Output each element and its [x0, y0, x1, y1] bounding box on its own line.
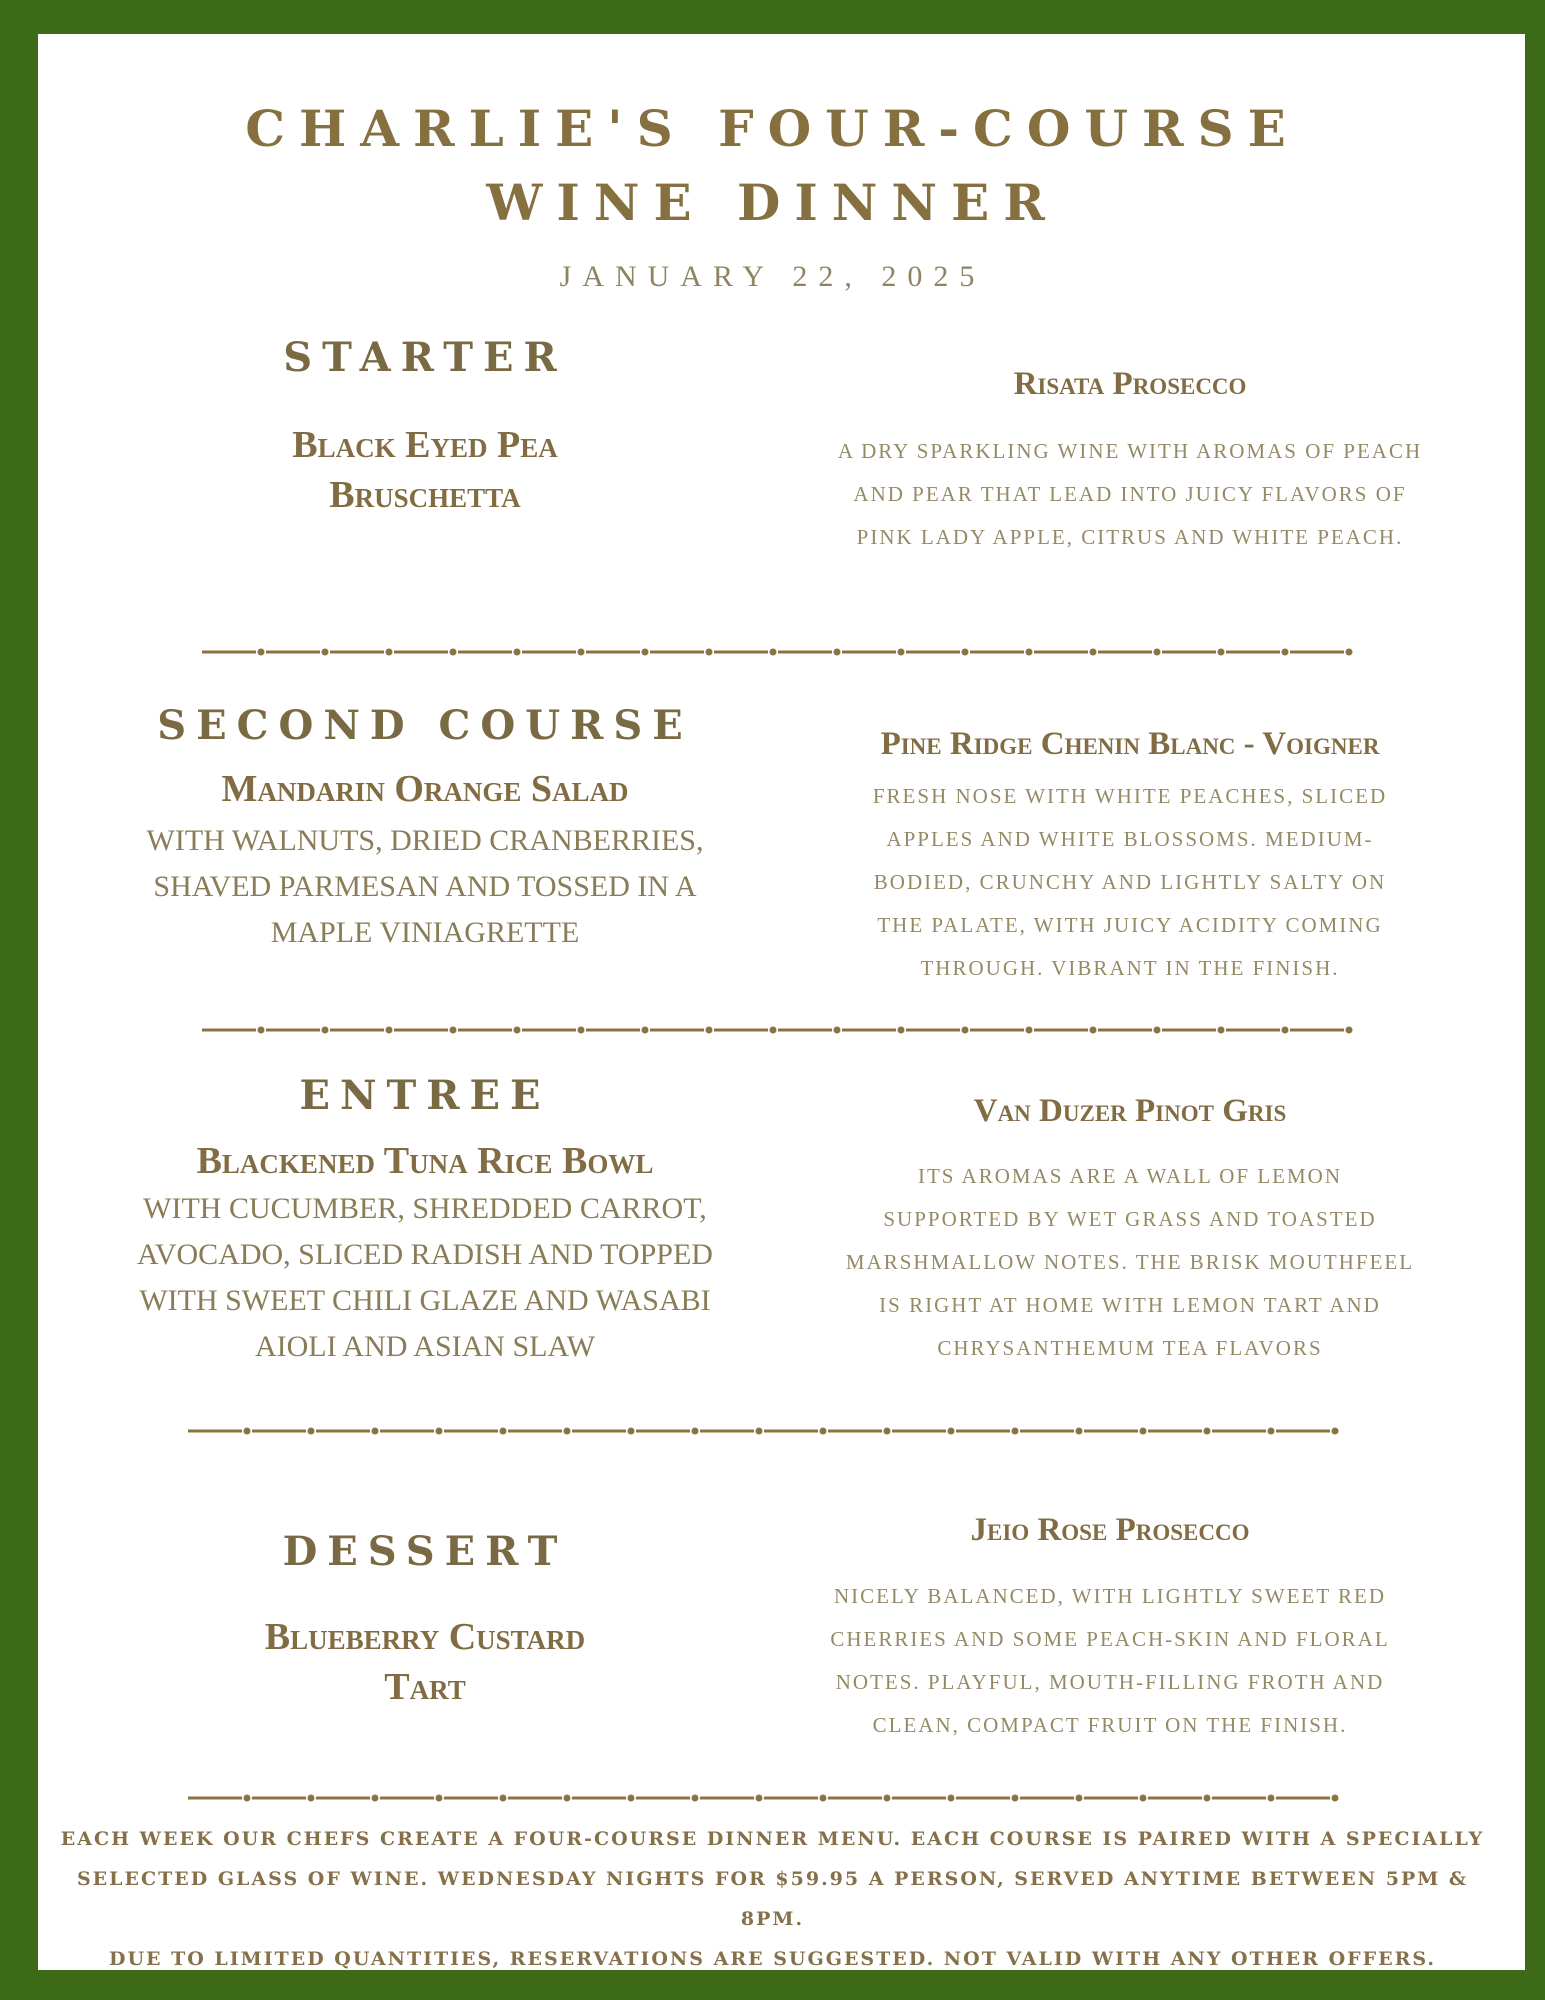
divider-dot	[962, 649, 969, 656]
entree-dish-desc	[100, 1186, 750, 1370]
divider-dot	[386, 649, 393, 656]
wine-desc-line: A DRY SPARKLING WINE WITH AROMAS OF PEACH	[837, 439, 1423, 463]
divider-dot	[500, 1795, 507, 1802]
divider-dot	[628, 1795, 635, 1802]
second-course-dish-desc	[100, 818, 750, 956]
divider-dot	[1140, 1795, 1147, 1802]
dessert-dish-line-2: Tart	[384, 1666, 466, 1708]
divider-dot	[514, 1027, 521, 1034]
divider-dot	[578, 1027, 585, 1034]
section-divider	[202, 645, 1398, 659]
divider-dot	[706, 649, 713, 656]
second-course-wine-name: Pine Ridge Chenin Blanc - Voigner	[880, 726, 1380, 762]
divider-dot	[834, 1027, 841, 1034]
divider-dot	[884, 1428, 891, 1435]
wine-desc-line: CHERRIES AND SOME PEACH-SKIN AND FLORAL	[830, 1627, 1390, 1651]
wine-desc-line: SUPPORTED BY WET GRASS AND TOASTED	[883, 1207, 1377, 1231]
dish-desc-line: WITH SWEET CHILI GLAZE AND WASABI	[139, 1284, 711, 1317]
second-course-dish: Mandarin Orange Salad	[221, 768, 629, 810]
dish-desc-line: WITH CUCUMBER, SHREDDED CARROT,	[143, 1192, 707, 1225]
divider-dot	[962, 1027, 969, 1034]
second-course-wine-desc	[790, 775, 1470, 990]
wine-desc-line: PINK LADY APPLE, CITRUS AND WHITE PEACH.	[856, 525, 1404, 549]
divider-ornament	[188, 1424, 1358, 1438]
title-line-1: CHARLIE'S FOUR-COURSE	[245, 99, 1300, 158]
wine-desc-line: FRESH NOSE WITH WHITE PEACHES, SLICED	[872, 784, 1388, 808]
divider-dot	[706, 1027, 713, 1034]
divider-dot	[770, 1027, 777, 1034]
divider-dot	[386, 1027, 393, 1034]
dessert-dish-line-1: Blueberry Custard	[264, 1616, 586, 1658]
footer-line: DUE TO LIMITED QUANTITIES, RESERVATIONS ARE SUGGESTED. NOT VALID WITH ANY OTHER OFFERS.	[108, 1948, 1437, 1970]
divider-dot	[244, 1795, 251, 1802]
wine-desc-line: THE PALATE, WITH JUICY ACIDITY COMING	[877, 913, 1383, 937]
divider-dot	[692, 1428, 699, 1435]
divider-dot	[1204, 1795, 1211, 1802]
wine-desc-line: NOTES. PLAYFUL, MOUTH-FILLING FROTH AND	[835, 1670, 1385, 1694]
divider-dot	[1282, 1027, 1289, 1034]
divider-dot	[500, 1428, 507, 1435]
dessert-wine-desc	[770, 1575, 1450, 1747]
divider-dot	[322, 1027, 329, 1034]
entree-heading: ENTREE	[299, 1072, 551, 1119]
wine-desc-line: AND PEAR THAT LEAD INTO JUICY FLAVORS OF	[853, 482, 1407, 506]
divider-dot	[258, 649, 265, 656]
divider-dot	[450, 649, 457, 656]
dish-desc-line: AVOCADO, SLICED RADISH AND TOPPED	[137, 1238, 713, 1271]
wine-desc-line: CHRYSANTHEMUM TEA FLAVORS	[937, 1336, 1323, 1360]
section-divider	[188, 1424, 1358, 1438]
title-line-2: WINE DINNER	[486, 173, 1059, 232]
wine-desc-line: BODIED, CRUNCHY AND LIGHTLY SALTY ON	[873, 870, 1387, 894]
divider-dot	[1332, 1428, 1339, 1435]
divider-dot	[1346, 649, 1353, 656]
footer-line: SELECTED GLASS OF WINE. WEDNESDAY NIGHTS FOR $59.95 A PERSON, SERVED ANYTIME BETWEEN 5PM & 8PM.	[76, 1868, 1469, 1930]
dessert-heading: DESSERT	[282, 1528, 568, 1575]
divider-dot	[642, 1027, 649, 1034]
starter-wine-name: Risata Prosecco	[1013, 366, 1247, 402]
divider-dot	[436, 1428, 443, 1435]
divider-dot	[1282, 649, 1289, 656]
entree-wine-name: Van Duzer Pinot Gris	[973, 1093, 1287, 1129]
divider-dot	[756, 1795, 763, 1802]
divider-dot	[1012, 1428, 1019, 1435]
divider-dot	[450, 1027, 457, 1034]
divider-dot	[514, 649, 521, 656]
starter-heading: STARTER	[283, 334, 567, 381]
divider-dot	[1218, 649, 1225, 656]
section-divider	[202, 1023, 1372, 1037]
divider-dot	[578, 649, 585, 656]
divider-dot	[1076, 1795, 1083, 1802]
divider-dot	[1012, 1795, 1019, 1802]
divider-dot	[820, 1428, 827, 1435]
divider-ornament	[202, 1023, 1372, 1037]
divider-dot	[1204, 1428, 1211, 1435]
divider-dot	[308, 1428, 315, 1435]
divider-dot	[692, 1795, 699, 1802]
second-course-heading: SECOND COURSE	[157, 702, 693, 749]
wine-desc-line: CLEAN, COMPACT FRUIT ON THE FINISH.	[872, 1713, 1348, 1737]
divider-dot	[1154, 649, 1161, 656]
section-divider	[188, 1791, 1358, 1805]
divider-dot	[948, 1428, 955, 1435]
divider-dot	[1346, 1027, 1353, 1034]
dish-desc-line: MAPLE VINIAGRETTE	[270, 916, 580, 949]
divider-dot	[756, 1428, 763, 1435]
divider-ornament	[188, 1791, 1358, 1805]
divider-dot	[884, 1795, 891, 1802]
starter-dish-line-1: Black Eyed Pea	[292, 424, 558, 466]
divider-dot	[564, 1795, 571, 1802]
divider-dot	[1026, 1027, 1033, 1034]
entree-wine-desc	[790, 1155, 1470, 1370]
divider-dot	[820, 1795, 827, 1802]
menu-footer	[60, 1819, 1485, 1979]
divider-dot	[372, 1428, 379, 1435]
divider-dot	[322, 649, 329, 656]
event-date: JANUARY 22, 2025	[559, 260, 986, 293]
wine-desc-line: IS RIGHT AT HOME WITH LEMON TART AND	[879, 1293, 1381, 1317]
divider-dot	[372, 1795, 379, 1802]
divider-dot	[770, 649, 777, 656]
divider-dot	[948, 1795, 955, 1802]
divider-dot	[244, 1428, 251, 1435]
divider-ornament	[202, 645, 1398, 659]
dish-desc-line: SHAVED PARMESAN AND TOSSED IN A	[153, 870, 697, 903]
divider-dot	[1090, 649, 1097, 656]
divider-dot	[1332, 1795, 1339, 1802]
dessert-wine-name: Jeio Rose Prosecco	[970, 1512, 1250, 1548]
divider-dot	[308, 1795, 315, 1802]
divider-dot	[1026, 649, 1033, 656]
starter-dish-line-2: Bruschetta	[329, 474, 521, 516]
divider-dot	[834, 649, 841, 656]
divider-dot	[436, 1795, 443, 1802]
entree-dish: Blackened Tuna Rice Bowl	[196, 1140, 654, 1182]
wine-desc-line: THROUGH. VIBRANT IN THE FINISH.	[920, 956, 1340, 980]
wine-desc-line: NICELY BALANCED, WITH LIGHTLY SWEET RED	[833, 1584, 1387, 1608]
dessert-dish	[170, 1612, 680, 1712]
divider-dot	[1090, 1027, 1097, 1034]
divider-dot	[564, 1428, 571, 1435]
divider-dot	[628, 1428, 635, 1435]
wine-desc-line: MARSHMALLOW NOTES. THE BRISK MOUTHFEEL	[845, 1250, 1415, 1274]
footer-line: EACH WEEK OUR CHEFS CREATE A FOUR-COURSE DINNER MENU. EACH COURSE IS PAIRED WITH A SPECIALLY	[60, 1828, 1485, 1850]
divider-dot	[258, 1027, 265, 1034]
divider-dot	[1140, 1428, 1147, 1435]
divider-dot	[898, 1027, 905, 1034]
starter-wine-desc	[790, 430, 1470, 559]
divider-dot	[1154, 1027, 1161, 1034]
wine-desc-line: ITS AROMAS ARE A WALL OF LEMON	[917, 1164, 1343, 1188]
divider-dot	[1268, 1428, 1275, 1435]
divider-dot	[1218, 1027, 1225, 1034]
divider-dot	[642, 649, 649, 656]
divider-dot	[898, 649, 905, 656]
divider-dot	[1268, 1795, 1275, 1802]
starter-dish	[170, 420, 680, 520]
menu-title	[0, 92, 1545, 240]
divider-dot	[1076, 1428, 1083, 1435]
dish-desc-line: WITH WALNUTS, DRIED CRANBERRIES,	[146, 824, 704, 857]
dish-desc-line: AIOLI AND ASIAN SLAW	[254, 1330, 596, 1363]
wine-desc-line: APPLES AND WHITE BLOSSOMS. MEDIUM-	[886, 827, 1374, 851]
